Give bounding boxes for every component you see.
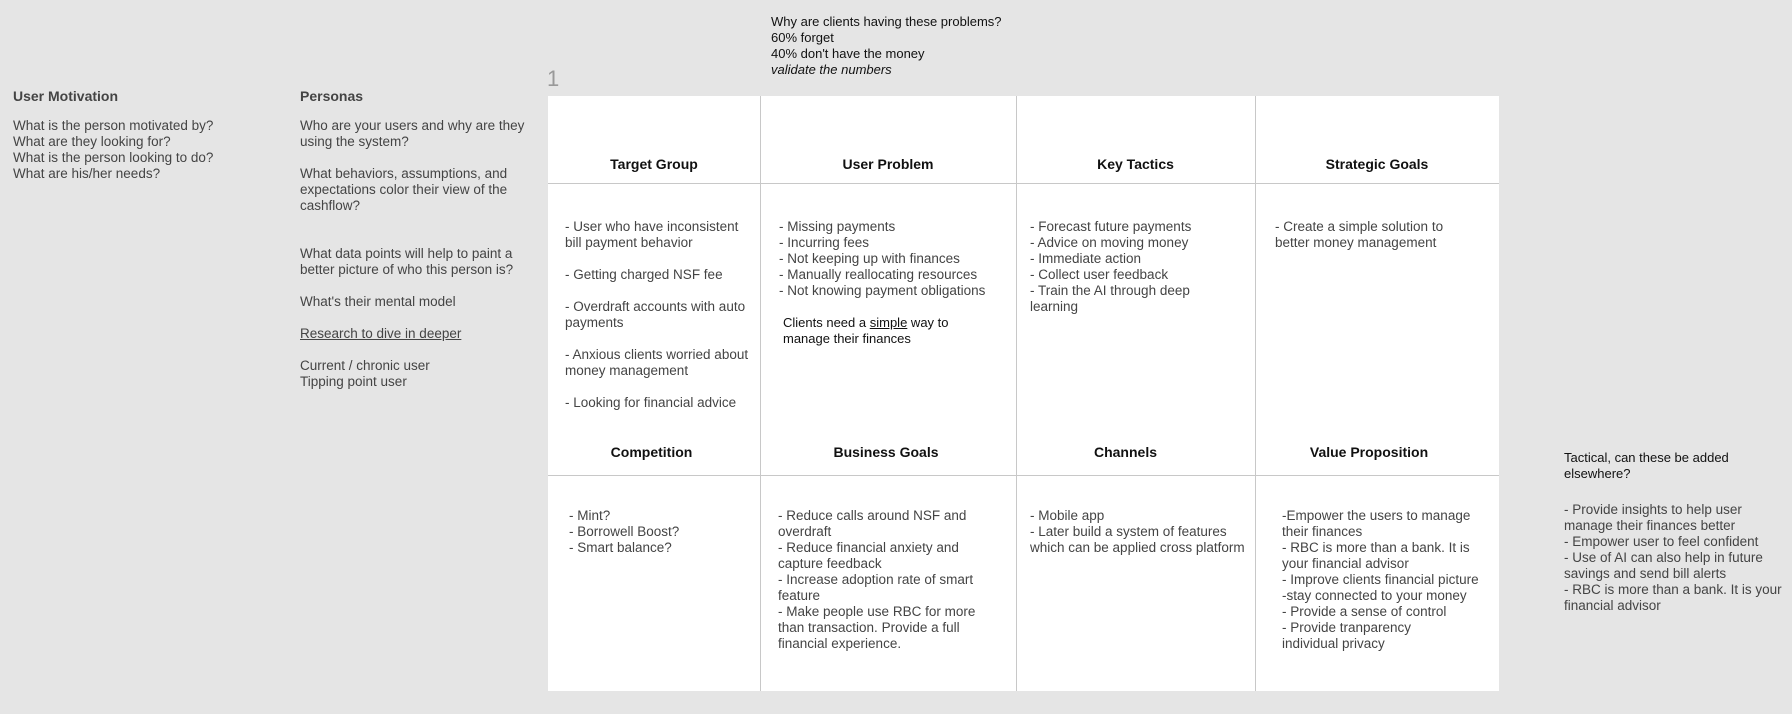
key-tactics-item: - Collect user feedback [1030,267,1169,282]
side-note [1564,450,1784,614]
personas-question: What's their mental model [300,294,456,309]
business-goals-item: - Increase adoption rate of smart feature [778,572,974,603]
target-group-item: - Getting charged NSF fee [565,267,723,282]
competition-item: - Mint? [569,508,611,523]
value-proposition-item: - RBC is more than a bank. It is your financial advisor [1282,540,1470,571]
row-divider [548,183,1499,184]
side-note-item: - Provide insights to help user manage their finances better [1564,502,1742,533]
value-proposition-item: - Improve clients financial picture [1282,572,1479,587]
top-note-line: Why are clients having these problems? [771,14,1002,29]
competition-item: - Smart balance? [569,540,672,555]
header-channels: Channels [1093,444,1157,460]
personas-title: Personas [300,88,364,104]
user-problem-note [779,315,973,347]
value-proposition-item: - Provide a sense of control [1282,604,1447,619]
personas-question: What data points will help to paint a better picture of who this person is? [300,246,514,277]
header-target-group: Target Group [610,156,698,172]
header-user-problem: User Problem [842,156,934,172]
personas-user-type: Tipping point user [300,374,407,389]
value-proposition-item: -Empower the users to manage their finances [1282,508,1471,539]
target-group-item: - User who have inconsistent bill payment behavior [565,219,739,250]
key-tactics-item: - Forecast future payments [1030,219,1192,234]
personas-user-type: Current / chronic user [300,358,430,373]
user-problem-item: - Missing payments [779,219,896,234]
header-value-proposition: Value Proposition [1309,444,1429,460]
value-proposition-cell [1282,508,1487,652]
user-problem-cell [779,219,1014,347]
personas-question: Who are your users and why are they using the system? [300,118,525,149]
side-note-title: Tactical, can these be added elsewhere? [1564,450,1729,481]
target-group-item: - Overdraft accounts with auto payments [565,299,746,330]
personas-question: What behaviors, assumptions, and expectations color their view of the cashflow? [300,166,508,213]
key-tactics-item: - Advice on moving money [1030,235,1189,250]
user-motivation-line: What is the person motivated by? [13,118,214,133]
channels-item: - Later build a system of features which can be applied cross platform [1030,524,1245,555]
business-goals-item: - Reduce calls around NSF and overdraft [778,508,967,539]
user-motivation-line: What are they looking for? [13,134,171,149]
user-problem-item: - Manually reallocating resources [779,267,978,282]
top-note-line: 60% forget [771,30,834,45]
strategic-goals-cell [1275,219,1475,251]
top-note-line: 40% don't have the money [771,46,925,61]
business-goals-item: - Reduce financial anxiety and capture feedback [778,540,959,571]
side-note-item: - Use of AI can also help in future savings and send bill alerts [1564,550,1763,581]
value-proposition-item: -stay connected to your money [1282,588,1467,603]
personas-section [300,88,540,390]
frame-number: 1 [547,66,560,91]
business-goals-cell [778,508,993,652]
header-competition: Competition [610,444,693,460]
user-motivation-line: What is the person looking to do? [13,150,214,165]
header-key-tactics: Key Tactics [1097,156,1174,172]
channels-cell [1030,508,1245,556]
user-motivation-line: What are his/her needs? [13,166,161,181]
user-motivation-title: User Motivation [13,88,119,104]
user-problem-item: - Incurring fees [779,235,870,250]
user-problem-note-after: way to manage their finances [783,315,949,346]
user-problem-item: - Not knowing payment obligations [779,283,986,298]
channels-item: - Mobile app [1030,508,1105,523]
header-strategic-goals: Strategic Goals [1325,156,1429,172]
top-note [771,14,1071,78]
key-tactics-cell [1030,219,1250,315]
top-note-italic-line: validate the numbers [771,62,892,77]
side-note-item: - Empower user to feel confident [1564,534,1759,549]
side-note-item: - RBC is more than a bank. It is your financial advisor [1564,582,1782,613]
user-problem-note-before: Clients need a [783,315,870,330]
competition-item: - Borrowell Boost? [569,524,680,539]
user-problem-item: - Not keeping up with finances [779,251,960,266]
business-goals-item: - Make people use RBC for more than transaction. Provide a full financial experience. [778,604,976,651]
column-divider [1255,96,1256,691]
lean-canvas-board [548,96,1499,691]
user-problem-note-underlined: simple [869,315,908,330]
column-divider [760,96,761,691]
research-link[interactable]: Research to dive in deeper [300,326,462,341]
key-tactics-item: - Train the AI through deep learning [1030,283,1190,314]
column-divider [1016,96,1017,691]
target-group-cell [565,219,755,411]
key-tactics-item: - Immediate action [1030,251,1142,266]
target-group-item: - Anxious clients worried about money management [565,347,749,378]
value-proposition-item: - Provide tranparency individual privacy [1282,620,1412,651]
header-business-goals: Business Goals [833,444,939,460]
strategic-goals-item: - Create a simple solution to better money management [1275,219,1444,250]
target-group-item: - Looking for financial advice [565,395,737,410]
user-motivation-section [13,88,273,182]
row-divider [548,475,1499,476]
competition-cell [569,508,754,556]
